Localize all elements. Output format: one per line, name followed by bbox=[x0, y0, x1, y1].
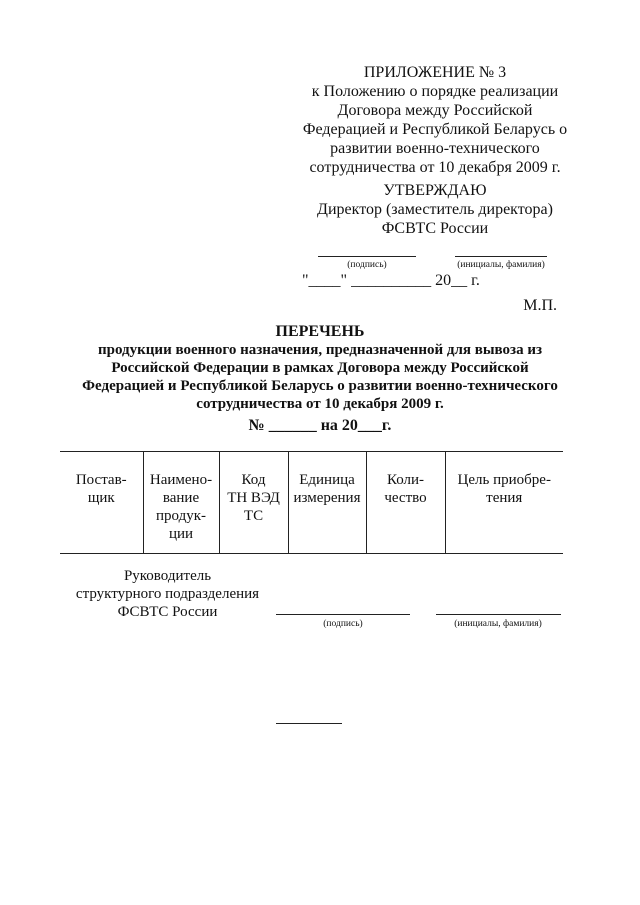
document-subtitle-line: Российской Федерации в рамках Договора между Российской bbox=[111, 360, 529, 376]
document-subtitle-line: Федерацией и Республикой Беларусь о развитии военно-технического bbox=[82, 378, 558, 394]
appendix-line: Федерацией и Республикой Беларусь о bbox=[302, 121, 568, 138]
footnote-separator bbox=[276, 723, 342, 724]
appendix-title: ПРИЛОЖЕНИЕ № 3 bbox=[363, 64, 507, 81]
approval-signature-caption: (подпись) bbox=[347, 260, 387, 270]
column-header-unit: Единица измерения bbox=[288, 452, 366, 554]
column-header-customs-code: Код ТН ВЭД ТС bbox=[219, 452, 288, 554]
products-table bbox=[60, 451, 563, 554]
document-title-block bbox=[60, 323, 580, 413]
signatory-line: ФСВТС России bbox=[117, 604, 218, 620]
column-header-purpose: Цель приобре- тения bbox=[445, 452, 563, 554]
signatory-line: структурного подразделения bbox=[75, 586, 260, 602]
appendix-line: к Положению о порядке реализации bbox=[311, 83, 559, 100]
approval-initials-line bbox=[455, 256, 547, 257]
approval-organization: ФСВТС России bbox=[381, 220, 489, 237]
seal-placeholder: М.П. bbox=[523, 297, 557, 314]
signatory-initials-line bbox=[436, 614, 561, 615]
approval-block bbox=[290, 181, 580, 238]
signatory-signature-line bbox=[276, 614, 410, 615]
approval-initials-caption: (инициалы, фамилия) bbox=[457, 260, 545, 270]
document-title: ПЕРЕЧЕНЬ bbox=[275, 323, 365, 340]
appendix-line: Договора между Российской bbox=[337, 102, 533, 119]
column-header-product-name: Наимено- вание продук- ции bbox=[143, 452, 219, 554]
appendix-line: развитии военно-технического bbox=[330, 140, 540, 157]
document-subtitle-line: продукции военного назначения, предназначенной для вывоза из bbox=[98, 342, 542, 358]
signatory-signature-caption: (подпись) bbox=[323, 619, 363, 629]
approval-heading: УТВЕРЖДАЮ bbox=[383, 182, 487, 199]
signatory-line: Руководитель bbox=[123, 568, 212, 584]
document-subtitle-line: сотрудничества от 10 декабря 2009 г. bbox=[196, 396, 444, 412]
approval-position: Директор (заместитель директора) bbox=[317, 201, 553, 218]
table-header-row bbox=[60, 452, 563, 554]
signatory-initials-caption: (инициалы, фамилия) bbox=[454, 619, 542, 629]
column-header-quantity: Коли- чество bbox=[366, 452, 445, 554]
signatory-block bbox=[60, 567, 275, 621]
approval-signature-line bbox=[318, 256, 416, 257]
column-header-supplier: Постав- щик bbox=[75, 472, 127, 506]
document-number-line: № ______ на 20___г. bbox=[248, 417, 392, 434]
appendix-line: сотрудничества от 10 декабря 2009 г. bbox=[309, 159, 561, 176]
appendix-block bbox=[290, 63, 580, 177]
approval-date-line: "____" __________ 20__ г. bbox=[302, 272, 480, 289]
